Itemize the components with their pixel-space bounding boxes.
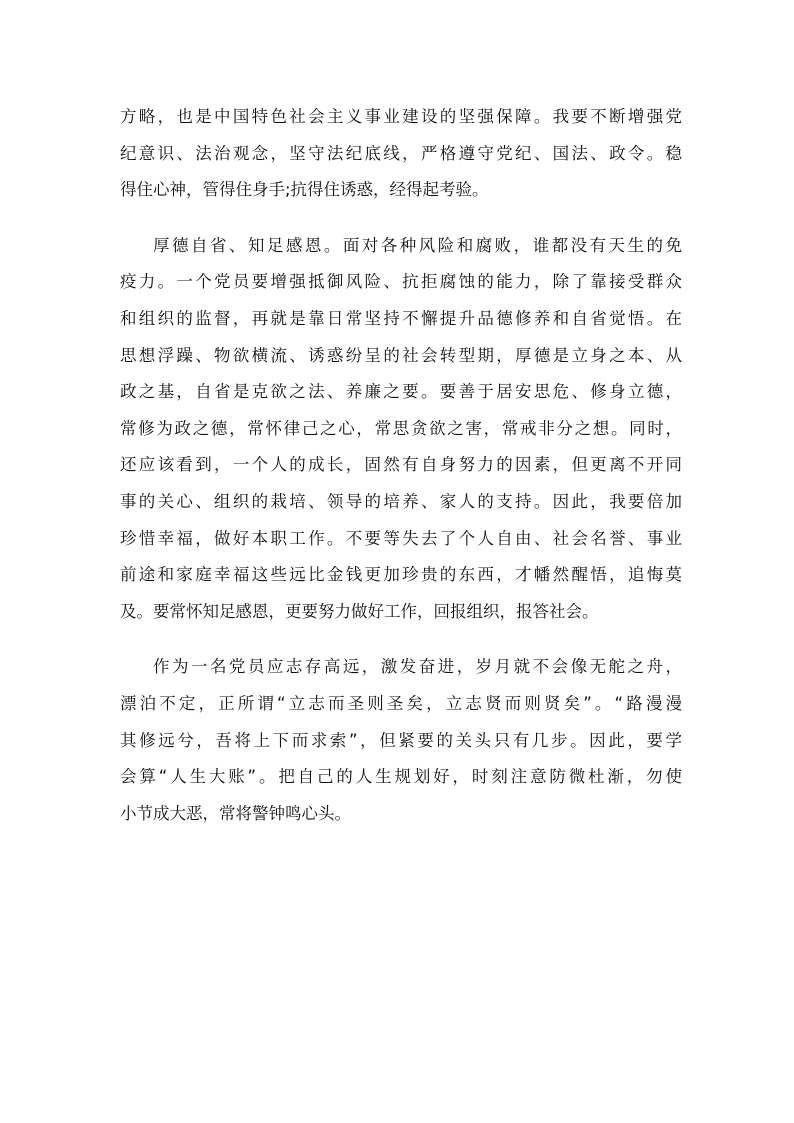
paragraph-line: 纪意识、法治观念，坚守法纪底线，严格遵守党纪、国法、政令。稳 (120, 143, 682, 163)
paragraph-line: 常修为政之德，常怀律己之心，常思贪欲之害，常戒非分之想。同时， (120, 418, 682, 438)
paragraph-line: 珍惜幸福，做好本职工作。不要等失去了个人自由、社会名誉、事业 (120, 528, 682, 548)
paragraph-line: 前途和家庭幸福这些远比金钱更加珍贵的东西，才幡然醒悟，追悔莫 (120, 565, 682, 585)
paragraph-line: 漂泊不定，正所谓“立志而圣则圣矣，立志贤而则贤矣”。“路漫漫 (120, 693, 682, 713)
paragraph-line: 得住心神，管得住身手;抗得住诱惑，经得起考验。 (120, 180, 489, 200)
paragraph-1 (120, 99, 682, 209)
paragraph-line: 还应该看到，一个人的成长，固然有自身努力的因素，但更离不开同 (120, 455, 682, 475)
paragraph-line: 事的关心、组织的栽培、领导的培养、家人的支持。因此，我要倍加 (120, 491, 682, 511)
paragraph-line: 会算“人生大账”。把自己的人生规划好，时刻注意防微杜渐，勿使 (120, 767, 682, 787)
paragraph-line: 作为一名党员应志存高远，激发奋进，岁月就不会像无舵之舟， (153, 657, 682, 677)
paragraph-line: 和组织的监督，再就是靠日常坚持不懈提升品德修养和自省觉悟。在 (120, 308, 682, 328)
paragraph-line: 及。要常怀知足感恩，更要努力做好工作，回报组织，报答社会。 (120, 601, 599, 621)
document-body (120, 99, 682, 851)
paragraph-line: 其修远兮，吾将上下而求索”，但紧要的关头只有几步。因此，要学 (120, 730, 682, 750)
paragraph-line: 厚德自省、知足感恩。面对各种风险和腐败，谁都没有天生的免 (153, 235, 682, 255)
paragraph-line: 疫力。一个党员要增强抵御风险、抗拒腐蚀的能力，除了靠接受群众 (120, 272, 682, 292)
paragraph-2 (120, 228, 682, 631)
paragraph-line: 思想浮躁、物欲横流、诱惑纷呈的社会转型期，厚德是立身之本、从 (120, 345, 682, 365)
paragraph-line: 小节成大恶，常将警钟鸣心头。 (120, 803, 351, 823)
paragraph-line: 方略，也是中国特色社会主义事业建设的坚强保障。我要不断增强党 (120, 107, 682, 126)
paragraph-3 (120, 649, 682, 832)
paragraph-line: 政之基，自省是克欲之法、养廉之要。要善于居安思危、修身立德， (120, 382, 682, 402)
